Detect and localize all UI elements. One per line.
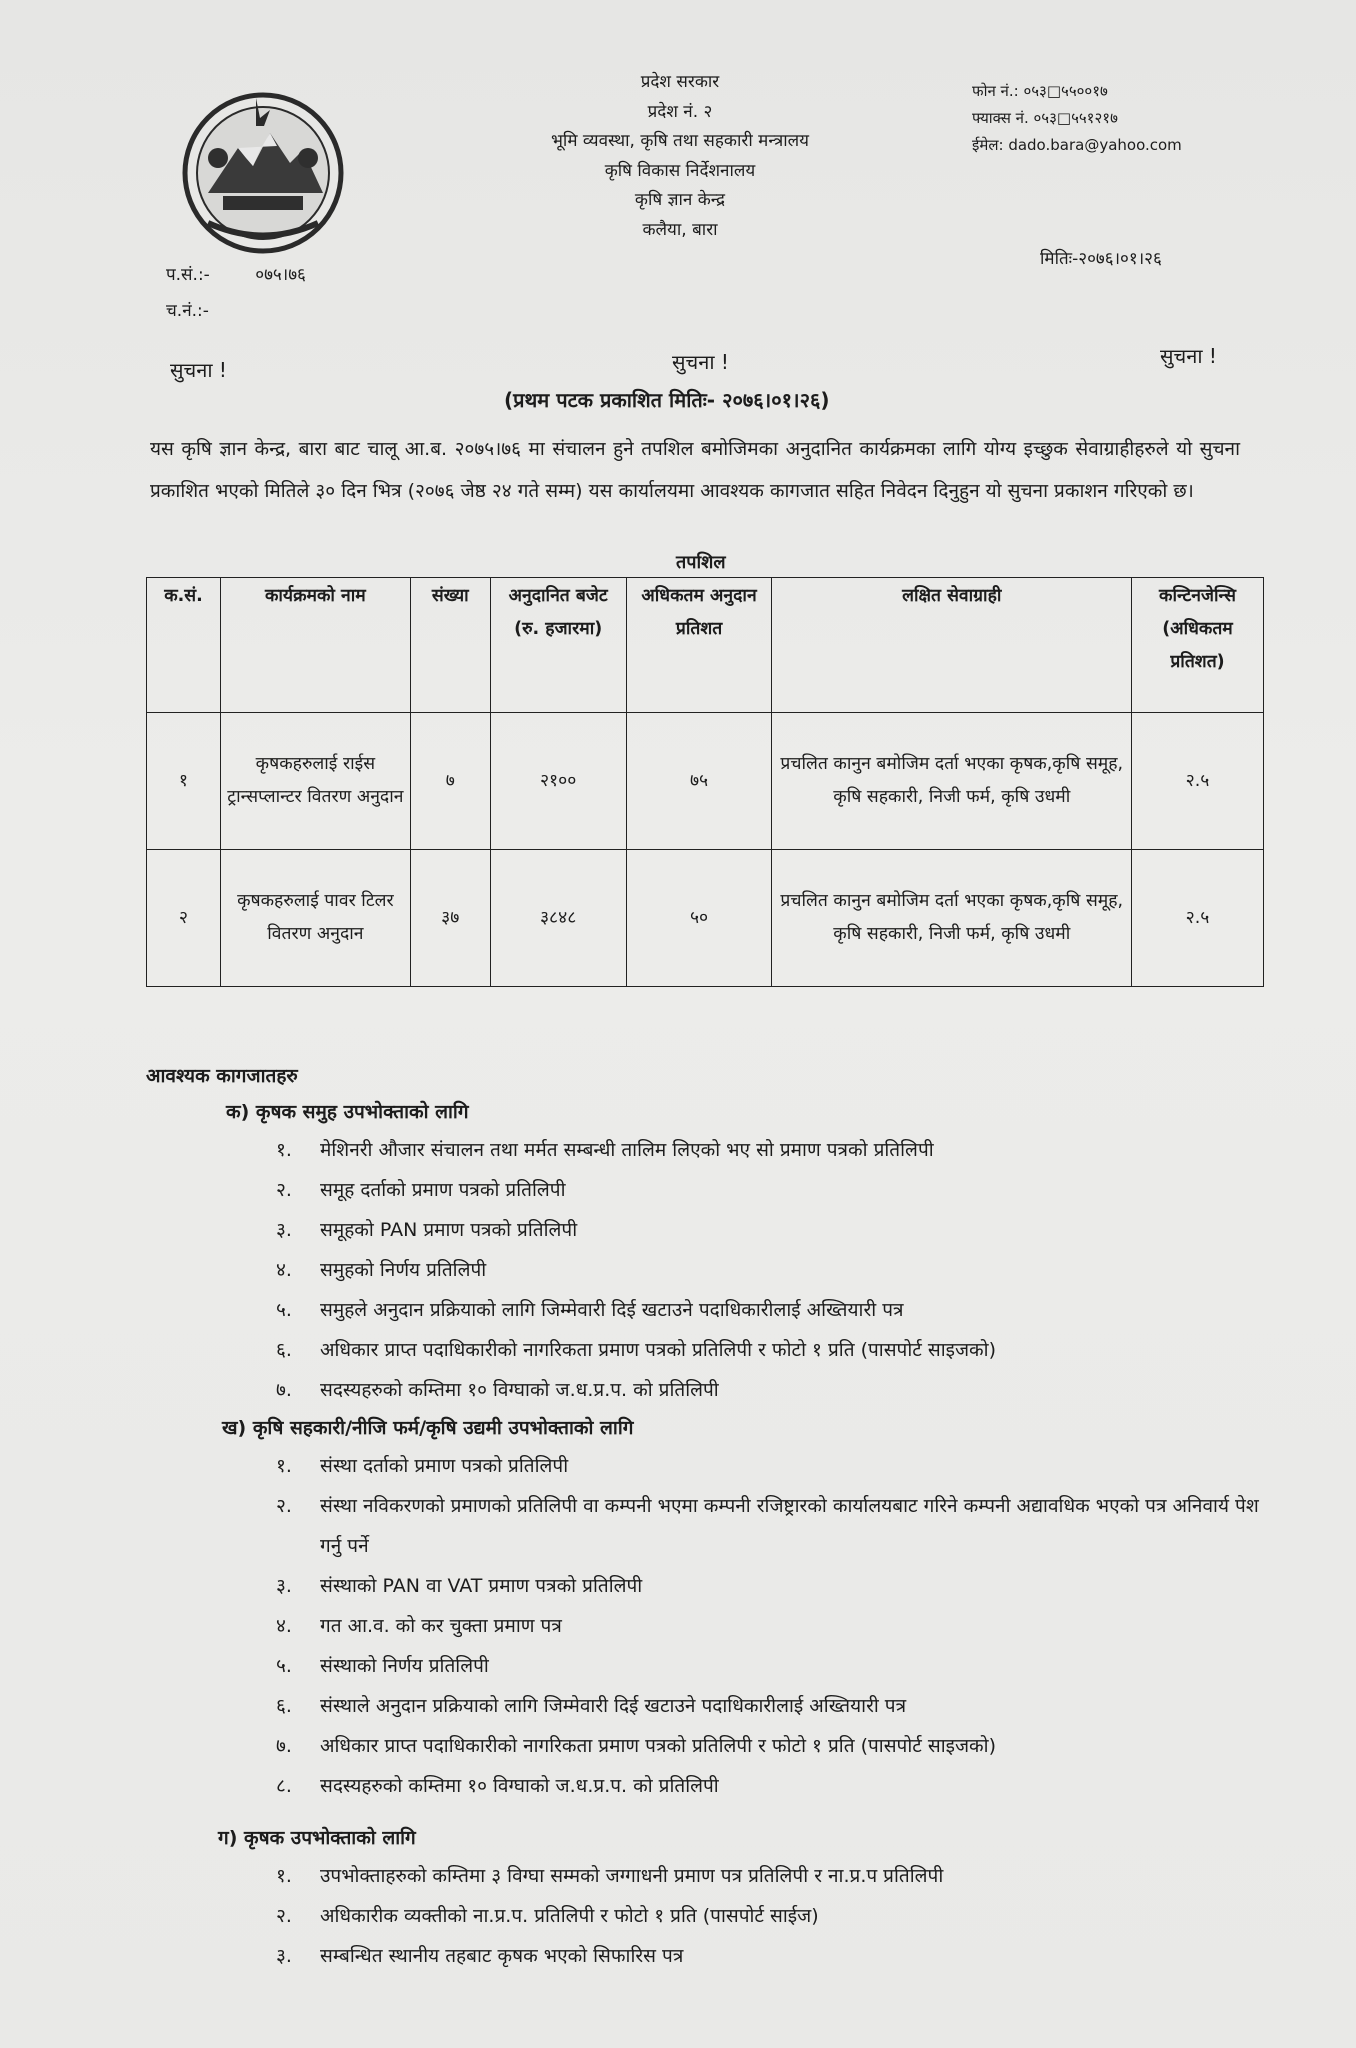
item-number: ३. [276, 1219, 292, 1241]
header-line: कृषि विकास निर्देशनालय [604, 160, 756, 181]
table-cell: ३७ [410, 850, 490, 987]
header-line: प्रदेश नं. २ [647, 101, 713, 122]
item-number: ४. [276, 1259, 292, 1281]
header-line: भूमि व्यवस्था, कृषि तथा सहकारी मन्त्रालय [550, 131, 810, 151]
ref-label: प.सं.:- [166, 265, 210, 285]
docs-list [276, 1856, 1296, 1976]
item-text: समुहको निर्णय प्रतिलिपी [320, 1259, 487, 1281]
table-cell: कृषकहरुलाई राईस ट्रान्सप्लान्टर वितरण अनुदान [220, 713, 410, 850]
table-cell: प्रचलित कानुन बमोजिम दर्ता भएका कृषक,कृषि समूह, कृषि सहकारी, निजी फर्म, कृषि उधमी [772, 850, 1132, 987]
list-item [276, 1726, 1276, 1766]
item-number: १. [276, 1865, 292, 1887]
table-cell: ३८४८ [490, 850, 626, 987]
header-line: प्रदेश सरकार [640, 72, 720, 92]
office-header [470, 68, 890, 245]
item-number: १. [276, 1455, 292, 1477]
notice-right: सुचना ! [1160, 344, 1217, 368]
column-header: संख्या [410, 578, 490, 713]
section-title: क) कृषक समुह उपभोक्ताको लागि [226, 1101, 469, 1123]
item-number: ७. [276, 1379, 292, 1401]
list-item [276, 1766, 1276, 1806]
program-table [146, 577, 1264, 987]
item-text: अधिकार प्राप्त पदाधिकारीको नागरिकता प्रमाण पत्रको प्रतिलिपी र फोटो १ प्रति (पासपोर्ट साइजको) [320, 1339, 996, 1361]
list-item [276, 1250, 1296, 1290]
column-header: लक्षित सेवाग्राही [772, 578, 1132, 713]
phone-number: फोन नं.: ०५३□५५००१७ [972, 82, 1108, 100]
list-item [276, 1856, 1296, 1896]
item-text: अधिकार प्राप्त पदाधिकारीको नागरिकता प्रमाण पत्रको प्रतिलिपी र फोटो १ प्रति (पासपोर्ट साइजको) [320, 1735, 996, 1757]
table-cell: २१०० [490, 713, 626, 850]
ref-number [166, 262, 306, 285]
item-number: ८. [276, 1775, 292, 1797]
item-number: ७. [276, 1735, 292, 1757]
item-text: समूहको PAN प्रमाण पत्रको प्रतिलिपी [320, 1219, 578, 1241]
table-cell: ७ [410, 713, 490, 850]
list-item [276, 1686, 1276, 1726]
item-text: संस्था नविकरणको प्रमाणको प्रतिलिपी वा कम्पनी भएमा कम्पनी रजिष्ट्रारको कार्यालयबाट गरिने कम्पनी अद्यावधिक भएको पत्र अनिवार्य पेश गर्नु पर्ने [320, 1495, 1259, 1557]
table-cell: २.५ [1132, 713, 1264, 850]
item-number: ३. [276, 1575, 292, 1597]
docs-section [226, 1094, 1296, 1410]
table-cell: कृषकहरुलाई पावर टिलर वितरण अनुदान [220, 850, 410, 987]
list-item [276, 1566, 1276, 1606]
section-title: ख) कृषि सहकारी/नीजि फर्म/कृषि उद्यमी उपभोक्ताको लागि [222, 1417, 634, 1439]
list-item [276, 1330, 1296, 1370]
list-item [276, 1370, 1296, 1410]
list-item [276, 1486, 1276, 1566]
item-text: समुहले अनुदान प्रक्रियाको लागि जिम्मेवारी दिई खटाउने पदाधिकारीलाई अख्तियारी पत्र [320, 1299, 904, 1321]
ref-value: ०७५।७६ [255, 265, 306, 285]
section-title: ग) कृषक उपभोक्ताको लागि [218, 1827, 416, 1849]
list-item [276, 1646, 1276, 1686]
item-number: २. [276, 1179, 292, 1201]
item-text: अधिकारीक व्यक्तीको ना.प्र.प. प्रतिलिपी र फोटो १ प्रति (पासपोर्ट साईज) [320, 1905, 819, 1927]
item-text: सम्बन्धित स्थानीय तहबाट कृषक भएको सिफारिस पत्र [320, 1945, 684, 1967]
list-item [276, 1210, 1296, 1250]
notice-center: सुचना ! [672, 350, 729, 374]
table-row [147, 850, 1264, 987]
table-cell: ७५ [626, 713, 772, 850]
item-text: सदस्यहरुको कम्तिमा १० विग्घाको ज.ध.प्र.प. को प्रतिलिपी [320, 1775, 719, 1797]
item-text: संस्थाले अनुदान प्रक्रियाको लागि जिम्मेवारी दिई खटाउने पदाधिकारीलाई अख्तियारी पत्र [320, 1695, 907, 1717]
item-number: ५. [276, 1655, 292, 1677]
docs-list [276, 1130, 1296, 1410]
table-cell: ५० [626, 850, 772, 987]
required-documents [146, 1062, 1296, 1976]
item-number: १. [276, 1139, 292, 1161]
letter-date: मितिः-२०७६।०१।२६ [1040, 249, 1162, 269]
contact-block [972, 78, 1232, 159]
table-cell: २ [147, 850, 221, 987]
item-text: गत आ.व. को कर चुक्ता प्रमाण पत्र [320, 1615, 562, 1637]
item-number: ३. [276, 1945, 292, 1967]
item-text: उपभोक्ताहरुको कम्तिमा ३ विग्घा सम्मको जग्गाधनी प्रमाण पत्र प्रतिलिपी र ना.प्र.प प्रतिलिपी [320, 1865, 944, 1887]
notice-paragraph: यस कृषि ज्ञान केन्द्र, बारा बाट चालू आ.ब. २०७५।७६ मा संचालन हुने तपशिल बमोजिमका अनुदानित कार्यक्रमका लागि योग्य इच्छुक सेवाग्राहीहरुले यो सुचना प्रकाशित भएको मितिले ३० दिन भित्र (२०७६ जेष्ठ २४ गते सम्म) यस कार्यालयमा आवश्यक कागजात सहित निवेदन दिनुहुन यो सुचना प्रकाशन गरिएको छ। [150, 438, 1240, 502]
first-published-date: (प्रथम पटक प्रकाशित मितिः- २०७६।०१।२६) [504, 388, 830, 412]
notice-left: सुचना ! [170, 358, 227, 382]
header-line: कलैया, बारा [642, 219, 718, 240]
item-text: मेशिनरी औजार संचालन तथा मर्मत सम्बन्धी तालिम लिएको भए सो प्रमाण पत्रको प्रतिलिपी [320, 1139, 934, 1161]
column-header: अनुदानित बजेट (रु. हजारमा) [490, 578, 626, 713]
item-text: समूह दर्ताको प्रमाण पत्रको प्रतिलिपी [320, 1179, 566, 1201]
item-text: संस्थाको PAN वा VAT प्रमाण पत्रको प्रतिलिपी [320, 1575, 643, 1597]
item-number: २. [276, 1905, 292, 1927]
item-text: संस्था दर्ताको प्रमाण पत्रको प्रतिलिपी [320, 1455, 569, 1477]
column-header: कार्यक्रमको नाम [220, 578, 410, 713]
dispatch-number-label: च.नं.:- [166, 301, 209, 321]
table-cell: प्रचलित कानुन बमोजिम दर्ता भएका कृषक,कृषि समूह, कृषि सहकारी, निजी फर्म, कृषि उधमी [772, 713, 1132, 850]
table-header-row [147, 578, 1264, 713]
table-row [147, 713, 1264, 850]
list-item [276, 1170, 1296, 1210]
item-number: २. [276, 1495, 292, 1517]
list-item [276, 1606, 1276, 1646]
table-cell: २.५ [1132, 850, 1264, 987]
item-text: सदस्यहरुको कम्तिमा १० विग्घाको ज.ध.प्र.प. को प्रतिलिपी [320, 1379, 719, 1401]
list-item [276, 1446, 1276, 1486]
docs-list [276, 1446, 1276, 1806]
item-text: संस्थाको निर्णय प्रतिलिपी [320, 1655, 489, 1677]
list-item [276, 1896, 1296, 1936]
column-header: अधिकतम अनुदान प्रतिशत [626, 578, 772, 713]
list-item [276, 1936, 1296, 1976]
table-cell: १ [147, 713, 221, 850]
fax-number: फ्याक्स नं. ०५३□५५१२१७ [972, 109, 1118, 127]
header-line: कृषि ज्ञान केन्द्र [634, 190, 726, 210]
column-header: क.सं. [147, 578, 221, 713]
item-number: ४. [276, 1615, 292, 1637]
docs-section [218, 1820, 1296, 1976]
nepal-emblem-logo [178, 88, 348, 258]
item-number: ६. [276, 1695, 292, 1717]
list-item [276, 1130, 1296, 1170]
item-number: ५. [276, 1299, 292, 1321]
item-number: ६. [276, 1339, 292, 1361]
column-header: कन्टिनजेन्सि (अधिकतम प्रतिशत) [1132, 578, 1264, 713]
table-caption: तपशिल [676, 552, 726, 573]
email-address: ईमेल: dado.bara@yahoo.com [972, 136, 1182, 154]
docs-heading: आवश्यक कागजातहरु [146, 1065, 298, 1087]
list-item [276, 1290, 1296, 1330]
docs-section [222, 1410, 1296, 1806]
